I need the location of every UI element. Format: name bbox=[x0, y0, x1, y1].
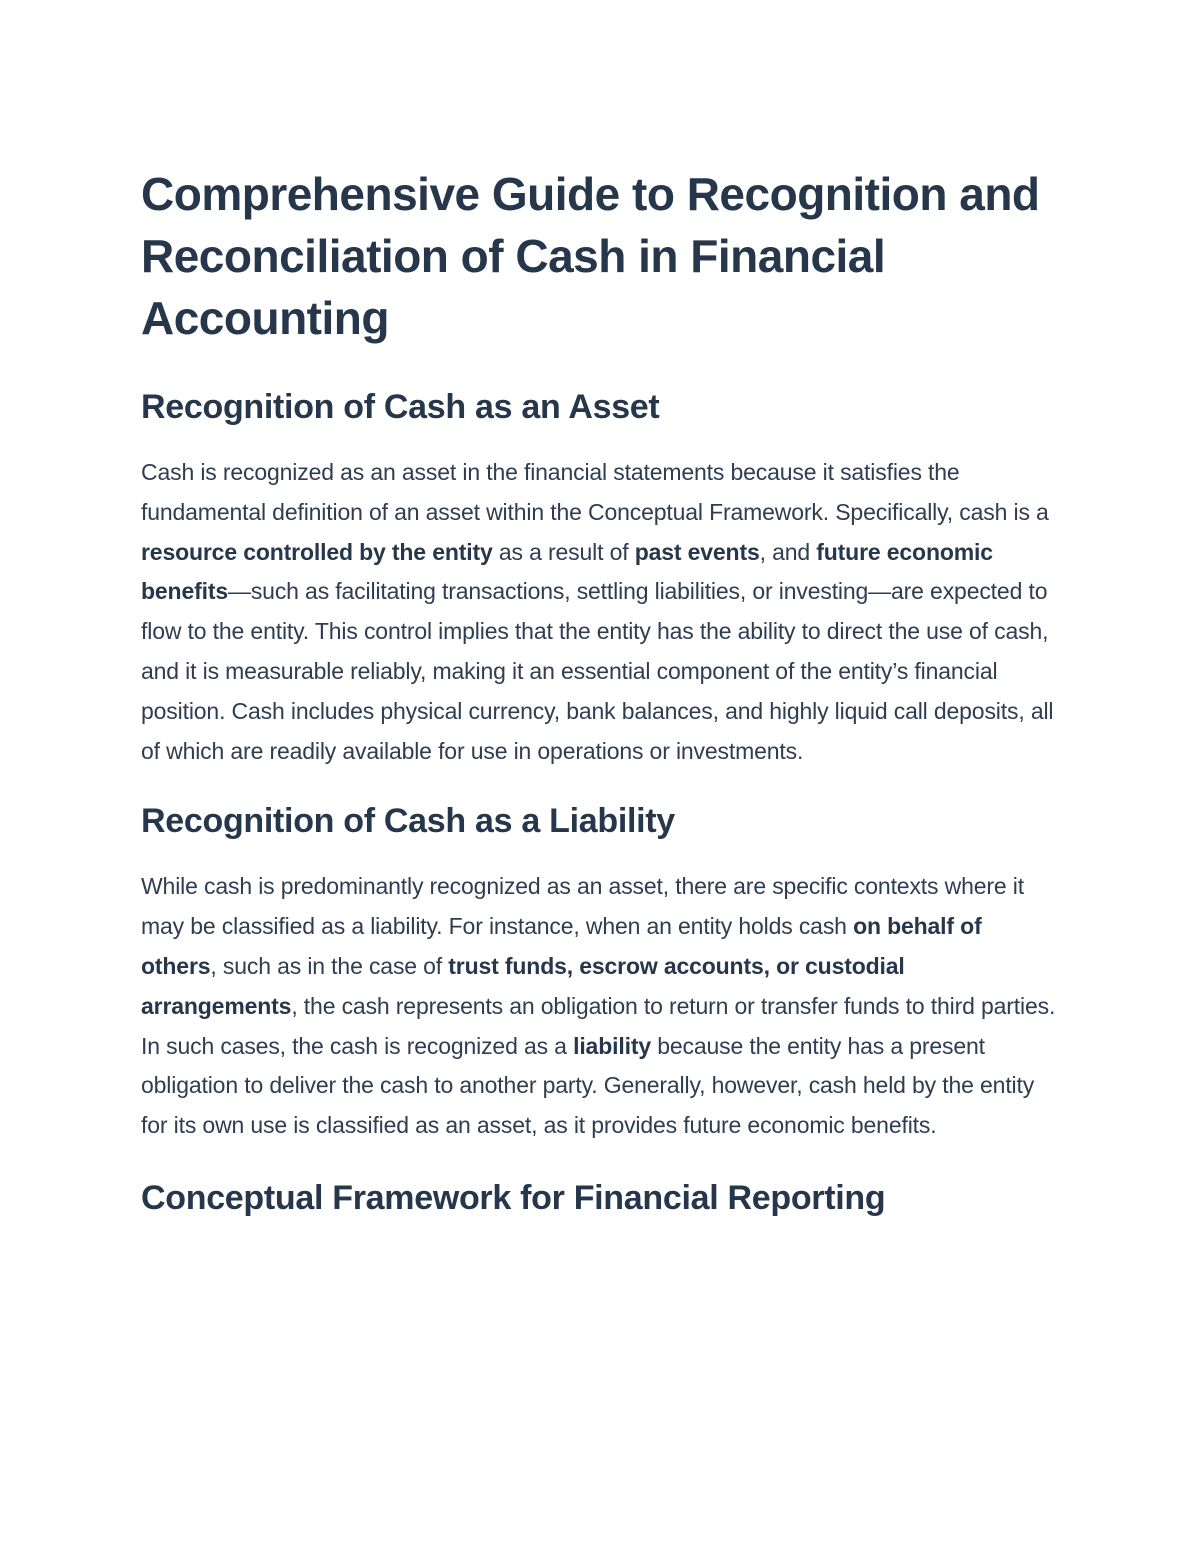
bold-term: future economic benefits bbox=[141, 538, 993, 605]
bold-term: resource controlled by the entity bbox=[141, 538, 493, 565]
section-heading-cash-asset: Recognition of Cash as an Asset bbox=[141, 388, 660, 426]
document-page bbox=[141, 163, 1061, 1222]
text-run: , and bbox=[759, 538, 817, 565]
section-heading-conceptual-framework: Conceptual Framework for Financial Reporting bbox=[141, 1178, 886, 1217]
section-paragraph-cash-asset bbox=[141, 453, 1061, 771]
document-title: Comprehensive Guide to Recognition and Reconciliation of Cash in Financial Accounting bbox=[141, 168, 1040, 344]
section-heading-cash-liability: Recognition of Cash as a Liability bbox=[141, 802, 675, 841]
text-run: Cash is recognized as an asset in the financial statements because it satisfies the fundamental definition of an asset within the Conceptual Framework. Specifically, cash is a bbox=[141, 459, 1049, 525]
text-run: as a result of bbox=[492, 538, 635, 565]
text-run: because the entity has a present obligation to deliver the cash to another party. Generally, however, cash held by the entity for its own use is classified as an asset, as it provides future economic benefits. bbox=[141, 1032, 1035, 1139]
bold-term: on behalf of others bbox=[141, 913, 982, 979]
bold-term: past events bbox=[634, 538, 760, 565]
text-run: , such as in the case of bbox=[210, 952, 449, 979]
section-paragraph-cash-liability bbox=[141, 867, 1061, 1146]
text-run: While cash is predominantly recognized as an asset, there are specific contexts where it may be classified as a liability. For instance, when an entity holds cash bbox=[141, 873, 1024, 940]
text-run: —such as facilitating transactions, settling liabilities, or investing—are expected to flow to the entity. This control implies that the entity has the ability to direct the use of cash, and it is measurable reliably, making it an essential component of the entity’s financial position. Cash includes physical currency, bank balances, and highly liquid call deposits, all of which are readily available for use in operations or investments. bbox=[141, 578, 1054, 764]
text-run: , the cash represents an obligation to return or transfer funds to third parties. In such cases, the cash is recognized as a bbox=[141, 992, 1056, 1059]
bold-term: liability bbox=[573, 1032, 651, 1059]
bold-term: trust funds, escrow accounts, or custodial arrangements bbox=[141, 952, 905, 1019]
